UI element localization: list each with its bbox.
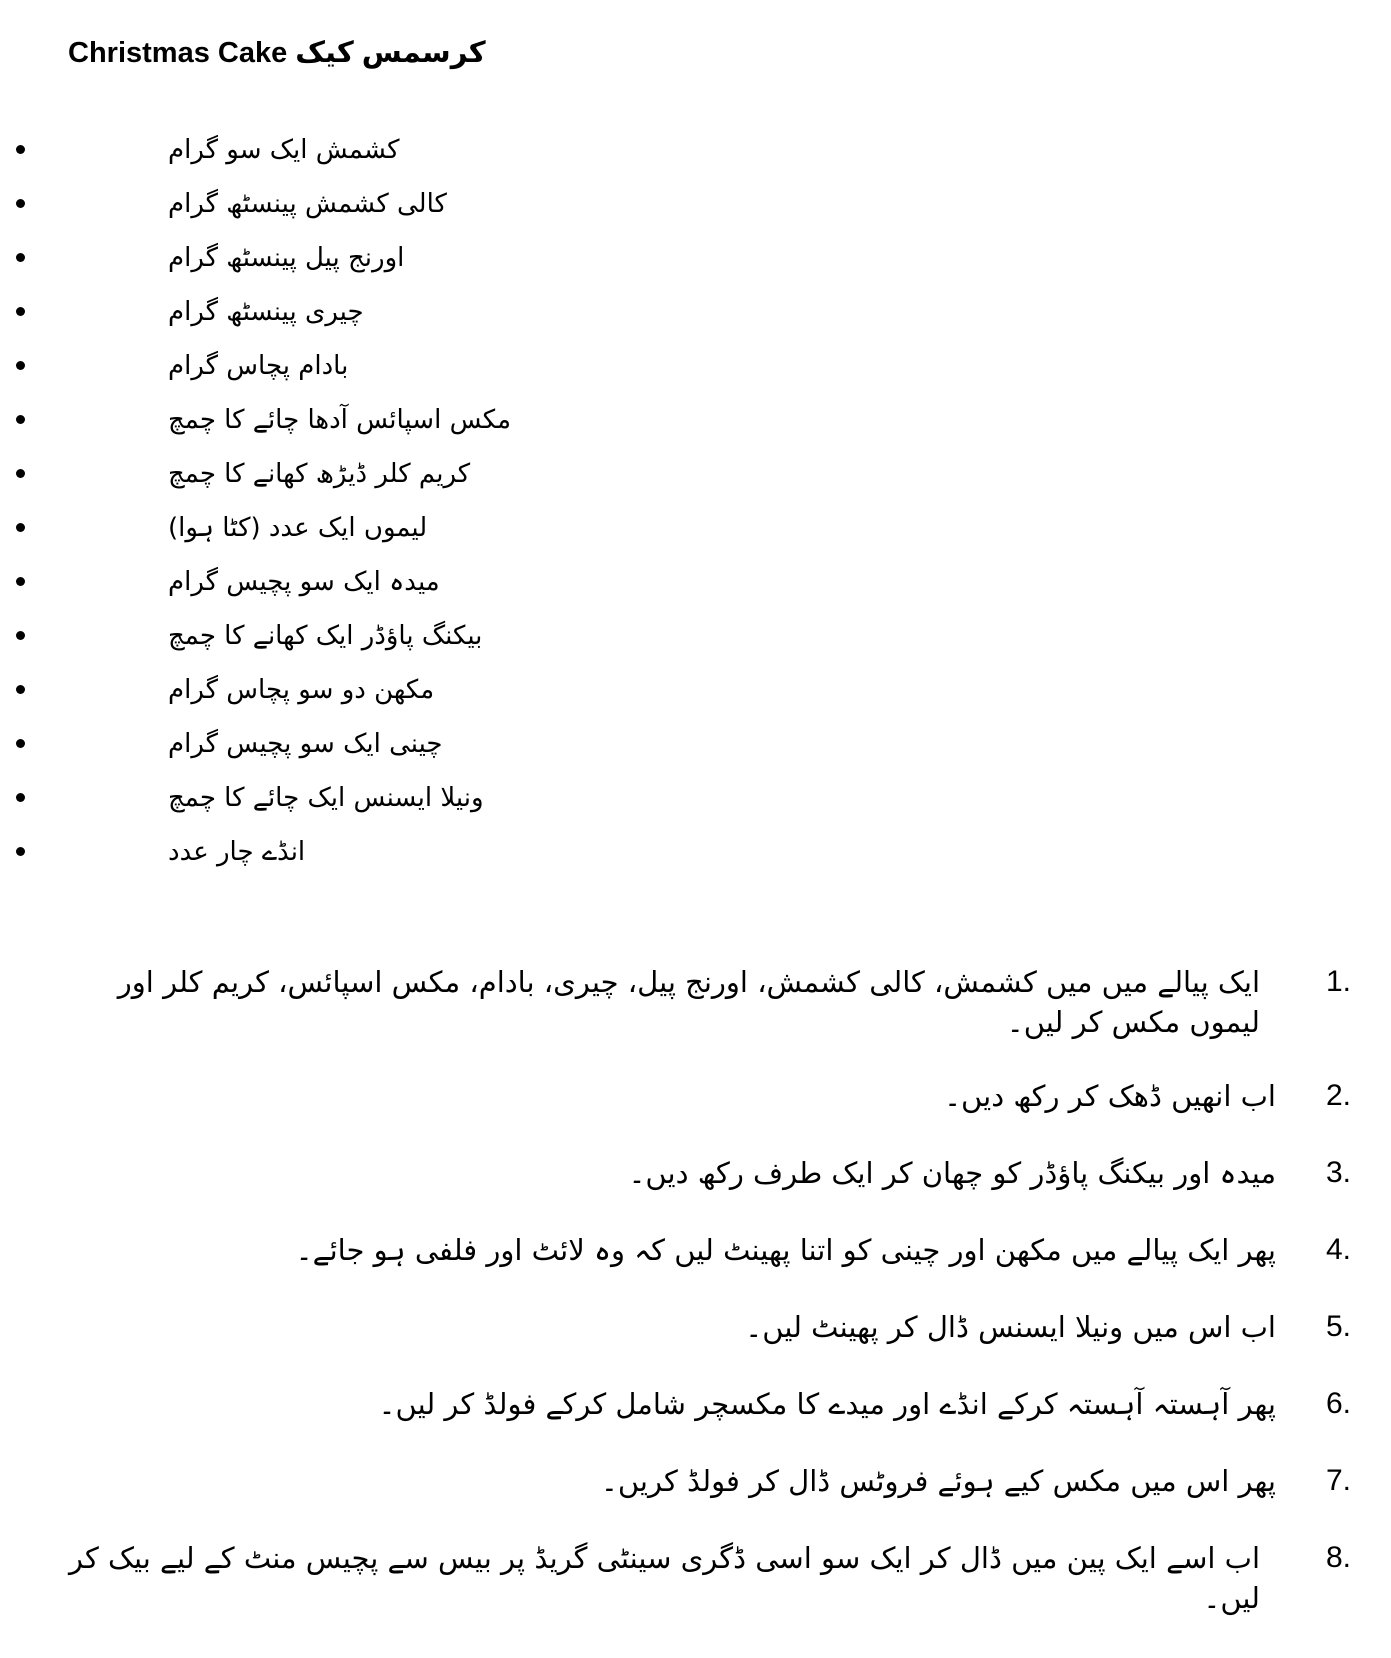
step-item bbox=[0, 1230, 1391, 1307]
step-item bbox=[0, 1384, 1391, 1461]
step-item bbox=[0, 1153, 1391, 1230]
ingredient-item bbox=[0, 512, 1391, 566]
ingredient-item bbox=[0, 242, 1391, 296]
ingredient-text: بیکنگ پاؤڈر ایک کھانے کا چمچ bbox=[168, 621, 483, 651]
step-text: اب انھیں ڈھک کر رکھ دیں۔ bbox=[944, 1079, 1276, 1113]
bullet-icon bbox=[16, 847, 25, 856]
step-number: 4. bbox=[1326, 1233, 1352, 1266]
ingredients-list bbox=[0, 134, 1391, 890]
ingredient-text: ونیلا ایسنس ایک چائے کا چمچ bbox=[168, 783, 484, 813]
step-item bbox=[0, 1538, 1391, 1638]
bullet-icon bbox=[16, 793, 25, 802]
step-item bbox=[0, 962, 1391, 1076]
ingredient-text: اورنج پیل پینسٹھ گرام bbox=[168, 243, 405, 273]
ingredient-item bbox=[0, 404, 1391, 458]
step-number: 8. bbox=[1326, 1541, 1352, 1574]
ingredient-item bbox=[0, 296, 1391, 350]
step-text: پھر اس میں مکس کیے ہوئے فروٹس ڈال کر فولڈ کریں۔ bbox=[600, 1464, 1276, 1498]
bullet-icon bbox=[16, 361, 25, 370]
ingredient-text: چینی ایک سو پچیس گرام bbox=[168, 729, 443, 759]
ingredient-text: چیری پینسٹھ گرام bbox=[168, 297, 364, 327]
ingredient-item bbox=[0, 134, 1391, 188]
bullet-icon bbox=[16, 469, 25, 478]
step-number: 7. bbox=[1326, 1464, 1352, 1497]
title-english: Christmas Cake bbox=[68, 37, 288, 69]
step-text: پھر آہستہ آہستہ کرکے انڈے اور میدے کا مکسچر شامل کرکے فولڈ کر لیں۔ bbox=[378, 1387, 1276, 1421]
ingredient-text: مکھن دو سو پچاس گرام bbox=[168, 675, 435, 705]
ingredient-item bbox=[0, 566, 1391, 620]
bullet-icon bbox=[16, 631, 25, 640]
bullet-icon bbox=[16, 307, 25, 316]
step-number: 2. bbox=[1326, 1079, 1352, 1112]
ingredient-item bbox=[0, 728, 1391, 782]
bullet-icon bbox=[16, 253, 25, 262]
ingredient-item bbox=[0, 674, 1391, 728]
step-text: اب اس میں ونیلا ایسنس ڈال کر پھینٹ لیں۔ bbox=[745, 1310, 1276, 1344]
steps-list bbox=[0, 962, 1391, 1638]
step-item bbox=[0, 1461, 1391, 1538]
ingredient-text: انڈے چار عدد bbox=[168, 837, 306, 867]
bullet-icon bbox=[16, 685, 25, 694]
title-urdu: کرسمس کیک bbox=[295, 37, 486, 69]
ingredient-text: کشمش ایک سو گرام bbox=[168, 135, 400, 165]
page-title bbox=[68, 33, 486, 73]
step-text: میدہ اور بیکنگ پاؤڈر کو چھان کر ایک طرف رکھ دیں۔ bbox=[628, 1156, 1276, 1190]
ingredient-item bbox=[0, 836, 1391, 890]
step-number: 1. bbox=[1326, 965, 1352, 998]
bullet-icon bbox=[16, 523, 25, 532]
ingredient-item bbox=[0, 458, 1391, 512]
ingredient-item bbox=[0, 620, 1391, 674]
ingredient-text: بادام پچاس گرام bbox=[168, 351, 349, 381]
ingredient-text: لیموں ایک عدد (کٹا ہوا) bbox=[168, 513, 428, 543]
step-number: 5. bbox=[1326, 1310, 1352, 1343]
bullet-icon bbox=[16, 577, 25, 586]
step-text: پھر ایک پیالے میں مکھن اور چینی کو اتنا پھینٹ لیں کہ وہ لائٹ اور فلفی ہو جائے۔ bbox=[295, 1233, 1276, 1267]
step-text: ایک پیالے میں میں کشمش، کالی کشمش، اورنج پیل، چیری، بادام، مکس اسپائس، کریم کلر اور لیموں مکس کر لیں۔ bbox=[117, 965, 1260, 1039]
bullet-icon bbox=[16, 145, 25, 154]
step-item bbox=[0, 1307, 1391, 1384]
step-number: 3. bbox=[1326, 1156, 1352, 1189]
bullet-icon bbox=[16, 739, 25, 748]
ingredient-text: میدہ ایک سو پچیس گرام bbox=[168, 567, 440, 597]
ingredient-text: کالی کشمش پینسٹھ گرام bbox=[168, 189, 447, 219]
step-number: 6. bbox=[1326, 1387, 1352, 1420]
ingredient-item bbox=[0, 350, 1391, 404]
step-text: اب اسے ایک پین میں ڈال کر ایک سو اسی ڈگری سینٹی گریڈ پر بیس سے پچیس منٹ کے لیے بیک کر لیں۔ bbox=[68, 1541, 1260, 1615]
step-item bbox=[0, 1076, 1391, 1153]
bullet-icon bbox=[16, 415, 25, 424]
ingredient-item bbox=[0, 188, 1391, 242]
ingredient-item bbox=[0, 782, 1391, 836]
bullet-icon bbox=[16, 199, 25, 208]
ingredient-text: کریم کلر ڈیڑھ کھانے کا چمچ bbox=[168, 459, 471, 489]
ingredient-text: مکس اسپائس آدھا چائے کا چمچ bbox=[168, 405, 512, 435]
